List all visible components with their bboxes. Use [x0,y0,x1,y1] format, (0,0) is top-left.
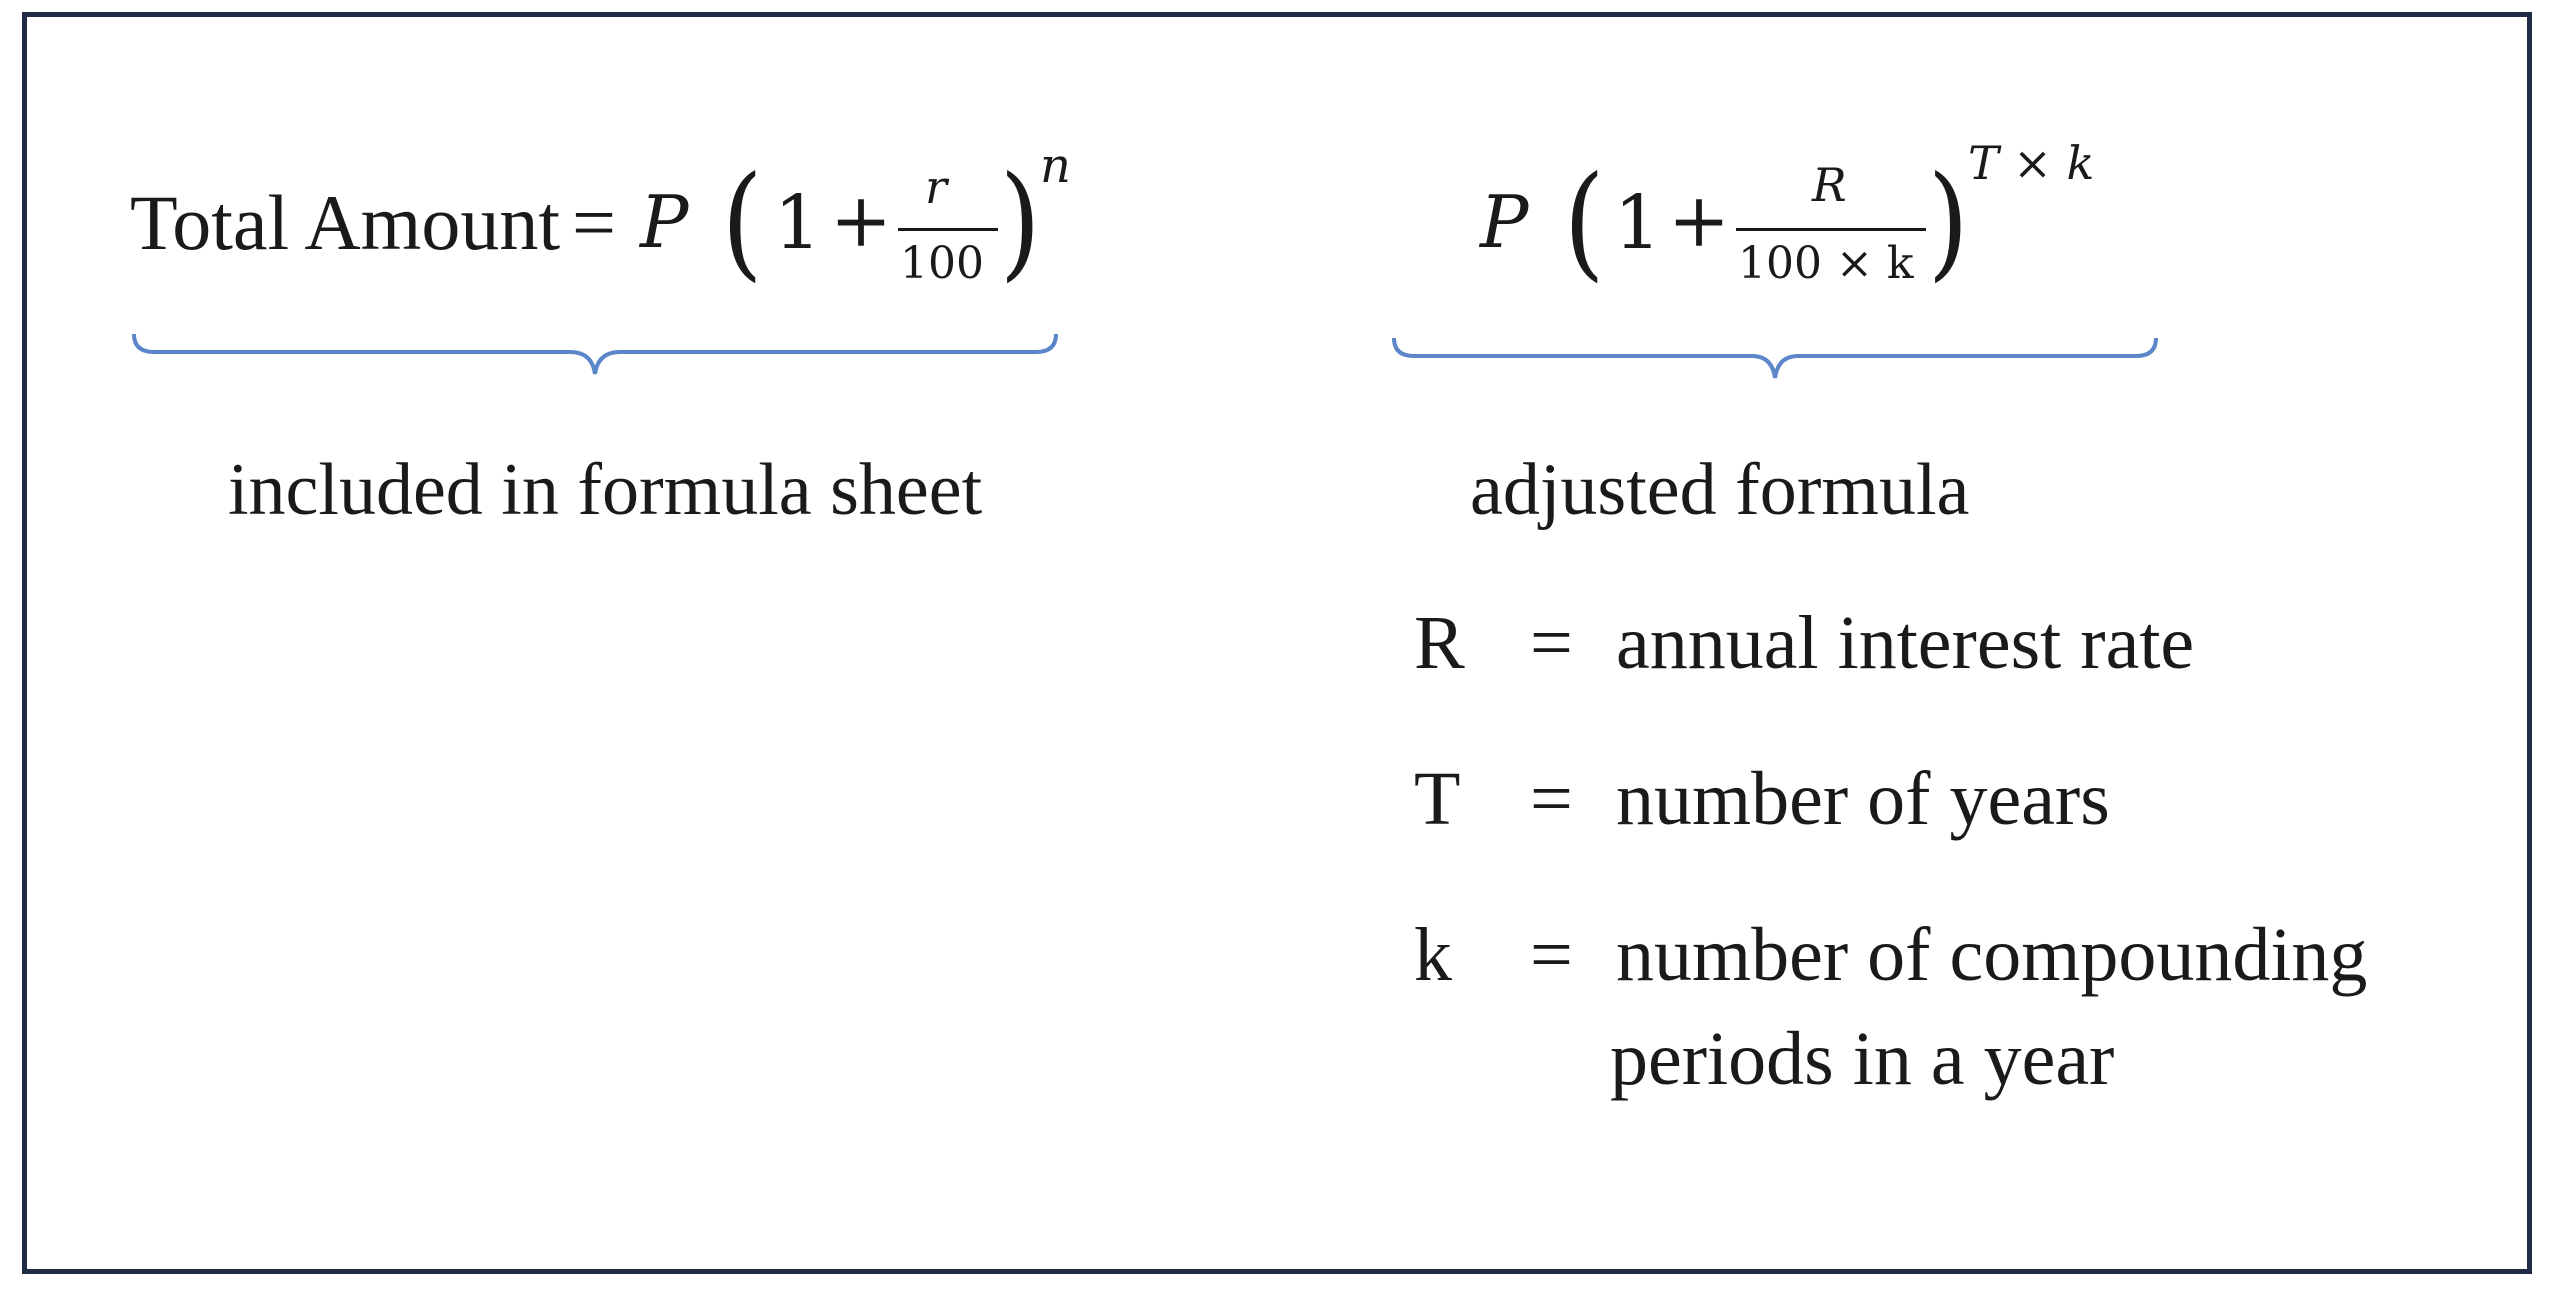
right-formula-exponent: T × k [1968,136,2095,190]
definition-text: annual interest rate [1616,601,2195,685]
definition-equals: = [1530,913,1573,997]
right-formula-fraction-bar [1736,228,1926,231]
left-caption: included in formula sheet [228,449,983,531]
definition-equals: = [1530,757,1573,841]
right-formula-plus: + [1668,178,1731,264]
left-formula-open-paren: ( [721,150,763,294]
left-formula-close-paren: ) [999,150,1041,294]
left-formula-numerator: r [925,160,947,214]
left-formula-exponent: n [1040,138,1071,194]
left-formula-fraction-bar [898,228,998,231]
definition-equals: = [1530,601,1573,685]
left-formula-principal: P [640,180,689,264]
right-formula-denominator: 100 × k [1738,238,1914,289]
definition-symbol: k [1414,913,1452,997]
right-formula-close-paren: ) [1927,150,1969,294]
left-formula-one: 1 [774,180,822,266]
left-formula-plus: + [830,178,893,264]
right-formula-open-paren: ( [1563,150,1605,294]
right-formula-numerator: R [1812,158,1847,212]
definition-symbol: T [1414,757,1461,841]
left-formula-denominator: 100 [900,238,984,289]
left-underbrace [130,330,1060,380]
definition-text-continued: periods in a year [1610,1017,2115,1101]
right-caption: adjusted formula [1470,449,1970,531]
definition-text: number of years [1616,757,2110,841]
left-formula-equals: = [572,179,616,266]
right-formula-principal: P [1480,180,1529,264]
right-underbrace [1390,334,2160,384]
definition-text: number of compounding [1616,913,2368,997]
right-formula-one: 1 [1614,180,1662,266]
definition-symbol: R [1414,601,1465,685]
left-formula-lhs-label: Total Amount [130,179,561,266]
